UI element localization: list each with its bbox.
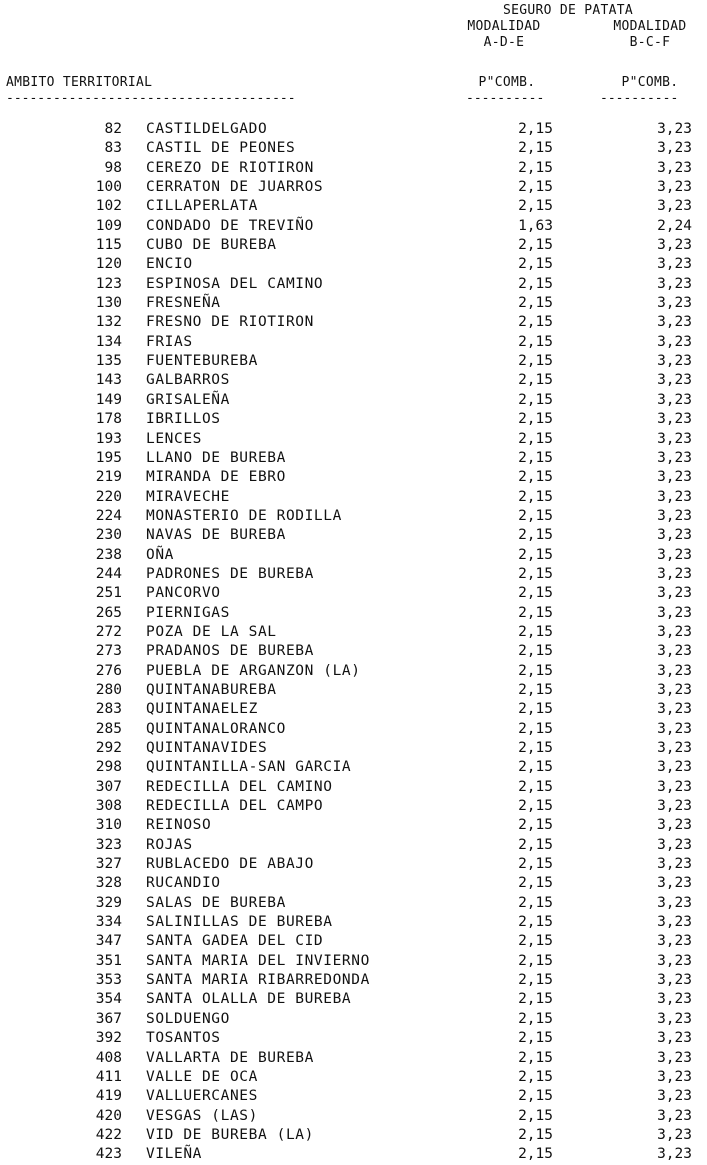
row-price-ade: 2,15	[518, 1030, 553, 1047]
row-code: 224	[95, 507, 122, 524]
row-price-bcf: 3,23	[657, 295, 692, 312]
table-row	[0, 913, 707, 932]
row-price-ade: 2,15	[518, 623, 553, 640]
table-row	[0, 642, 707, 661]
row-price-ade: 2,15	[518, 275, 553, 292]
table-row	[0, 894, 707, 913]
row-price-ade: 2,15	[518, 933, 553, 950]
row-municipality-name: ESPINOSA DEL CAMINO	[146, 275, 324, 292]
row-code: 307	[95, 778, 122, 795]
row-code: 285	[95, 720, 122, 737]
row-municipality-name: NAVAS DE BUREBA	[146, 527, 286, 544]
table-row	[0, 739, 707, 758]
table-row	[0, 604, 707, 623]
table-row	[0, 778, 707, 797]
table-row	[0, 371, 707, 390]
row-municipality-name: FRIAS	[146, 333, 193, 350]
row-price-bcf: 3,23	[657, 1126, 692, 1143]
row-price-bcf: 3,23	[657, 391, 692, 408]
row-code: 102	[95, 198, 122, 215]
table-row	[0, 1010, 707, 1029]
row-price-bcf: 3,23	[657, 817, 692, 834]
row-price-ade: 2,15	[518, 391, 553, 408]
table-row	[0, 449, 707, 468]
table-row	[0, 623, 707, 642]
row-price-bcf: 3,23	[657, 411, 692, 428]
row-price-ade: 2,15	[518, 469, 553, 486]
row-price-ade: 2,15	[518, 140, 553, 157]
row-code: 98	[104, 159, 122, 176]
table-row	[0, 1126, 707, 1145]
row-municipality-name: VILEÑA	[146, 1146, 202, 1163]
row-municipality-name: QUINTANABUREBA	[146, 681, 277, 698]
row-price-bcf: 3,23	[657, 198, 692, 215]
row-code: 328	[95, 875, 122, 892]
row-price-bcf: 3,23	[657, 643, 692, 660]
row-price-bcf: 3,23	[657, 856, 692, 873]
row-municipality-name: SANTA OLALLA DE BUREBA	[146, 991, 352, 1008]
row-price-ade: 2,15	[518, 798, 553, 815]
table-row	[0, 758, 707, 777]
row-price-bcf: 3,23	[657, 1030, 692, 1047]
row-price-bcf: 3,23	[657, 894, 692, 911]
row-code: 82	[104, 121, 122, 137]
row-code: 115	[95, 237, 122, 254]
row-price-ade: 2,15	[518, 295, 553, 312]
row-price-ade: 2,15	[518, 817, 553, 834]
row-code: 273	[95, 643, 122, 660]
row-price-ade: 2,15	[518, 759, 553, 776]
row-municipality-name: MIRANDA DE EBRO	[146, 469, 286, 486]
row-code: 135	[95, 353, 122, 370]
row-code: 143	[95, 372, 122, 389]
row-price-ade: 2,15	[518, 991, 553, 1008]
row-price-ade: 2,15	[518, 449, 553, 466]
col1-modality-codes: A-D-E	[483, 35, 525, 50]
row-municipality-name: MIRAVECHE	[146, 488, 230, 505]
row-code: 310	[95, 817, 122, 834]
row-price-bcf: 3,23	[657, 469, 692, 486]
row-price-ade: 2,15	[518, 565, 553, 582]
row-price-ade: 2,15	[518, 1088, 553, 1105]
table-row	[0, 488, 707, 507]
row-price-bcf: 3,23	[657, 1010, 692, 1027]
row-municipality-name: OÑA	[146, 546, 174, 563]
table-row	[0, 952, 707, 971]
row-price-ade: 2,15	[518, 1107, 553, 1124]
table-row	[0, 816, 707, 835]
row-municipality-name: PIERNIGAS	[146, 604, 230, 621]
col2-modality-codes: B-C-F	[629, 35, 671, 50]
row-municipality-name: SANTA MARIA RIBARREDONDA	[146, 972, 370, 989]
row-price-bcf: 3,23	[657, 565, 692, 582]
row-municipality-name: QUINTANILLA-SAN GARCIA	[146, 759, 352, 776]
row-code: 109	[95, 217, 122, 234]
row-price-ade: 2,15	[518, 314, 553, 331]
table-row	[0, 217, 707, 236]
row-code: 130	[95, 295, 122, 312]
row-price-bcf: 3,23	[657, 527, 692, 544]
row-code: 230	[95, 527, 122, 544]
row-code: 265	[95, 604, 122, 621]
row-price-bcf: 3,23	[657, 972, 692, 989]
row-municipality-name: POZA DE LA SAL	[146, 623, 277, 640]
territory-header-rule: -------------------------------------	[6, 92, 296, 106]
row-price-bcf: 3,23	[657, 256, 692, 273]
row-price-ade: 2,15	[518, 333, 553, 350]
row-price-ade: 2,15	[518, 527, 553, 544]
row-code: 323	[95, 836, 122, 853]
row-municipality-name: GALBARROS	[146, 372, 230, 389]
table-row	[0, 1029, 707, 1048]
row-price-bcf: 3,23	[657, 372, 692, 389]
row-municipality-name: VID DE BUREBA (LA)	[146, 1126, 314, 1143]
table-row	[0, 700, 707, 719]
row-municipality-name: QUINTANAELEZ	[146, 701, 258, 718]
row-code: 334	[95, 914, 122, 931]
row-price-bcf: 3,23	[657, 449, 692, 466]
table-row	[0, 797, 707, 816]
table-row	[0, 120, 707, 139]
row-price-bcf: 3,23	[657, 759, 692, 776]
row-price-bcf: 3,23	[657, 740, 692, 756]
row-code: 120	[95, 256, 122, 273]
row-price-ade: 2,15	[518, 507, 553, 524]
row-price-bcf: 3,23	[657, 159, 692, 176]
row-price-bcf: 3,23	[657, 778, 692, 795]
row-price-bcf: 3,23	[657, 1068, 692, 1085]
row-price-bcf: 3,23	[657, 585, 692, 602]
table-row	[0, 410, 707, 429]
row-municipality-name: QUINTANALORANCO	[146, 720, 286, 737]
table-row	[0, 468, 707, 487]
row-price-ade: 2,15	[518, 643, 553, 660]
table-row	[0, 139, 707, 158]
row-municipality-name: VALLARTA DE BUREBA	[146, 1049, 314, 1066]
row-municipality-name: REDECILLA DEL CAMINO	[146, 778, 333, 795]
row-price-ade: 2,15	[518, 430, 553, 447]
row-price-bcf: 3,23	[657, 836, 692, 853]
row-municipality-name: CERRATON DE JUARROS	[146, 179, 324, 196]
table-row	[0, 1145, 707, 1164]
row-code: 420	[95, 1107, 122, 1124]
row-price-ade: 2,15	[518, 585, 553, 602]
territory-table-body	[0, 120, 707, 1165]
row-price-bcf: 3,23	[657, 720, 692, 737]
row-code: 238	[95, 546, 122, 563]
row-code: 219	[95, 469, 122, 486]
row-price-bcf: 3,23	[657, 798, 692, 815]
row-price-bcf: 3,23	[657, 1088, 692, 1105]
row-code: 329	[95, 894, 122, 911]
row-municipality-name: PRADANOS DE BUREBA	[146, 643, 314, 660]
row-municipality-name: CILLAPERLATA	[146, 198, 258, 215]
row-price-bcf: 3,23	[657, 237, 692, 254]
row-code: 408	[95, 1049, 122, 1066]
territory-column-header: AMBITO TERRITORIAL	[6, 75, 153, 90]
row-municipality-name: FUENTEBUREBA	[146, 353, 258, 370]
row-price-bcf: 3,23	[657, 507, 692, 524]
row-price-ade: 2,15	[518, 856, 553, 873]
row-code: 354	[95, 991, 122, 1008]
row-code: 123	[95, 275, 122, 292]
table-row	[0, 1068, 707, 1087]
table-row	[0, 584, 707, 603]
table-row	[0, 1107, 707, 1126]
table-row	[0, 507, 707, 526]
row-code: 193	[95, 430, 122, 447]
row-price-ade: 2,15	[518, 1010, 553, 1027]
row-price-bcf: 3,23	[657, 430, 692, 447]
table-row	[0, 874, 707, 893]
row-municipality-name: TOSANTOS	[146, 1030, 221, 1047]
row-code: 283	[95, 701, 122, 718]
row-code: 251	[95, 585, 122, 602]
row-price-ade: 2,15	[518, 546, 553, 563]
row-price-bcf: 3,23	[657, 314, 692, 331]
table-row	[0, 275, 707, 294]
table-row	[0, 1049, 707, 1068]
row-municipality-name: RUCANDIO	[146, 875, 221, 892]
table-row	[0, 236, 707, 255]
row-code: 292	[95, 740, 122, 756]
row-municipality-name: FRESNEÑA	[146, 295, 221, 312]
row-price-ade: 2,15	[518, 720, 553, 737]
row-code: 220	[95, 488, 122, 505]
table-row	[0, 836, 707, 855]
row-price-bcf: 3,23	[657, 933, 692, 950]
row-price-bcf: 3,23	[657, 1049, 692, 1066]
row-price-ade: 2,15	[518, 1126, 553, 1143]
row-municipality-name: PANCORVO	[146, 585, 221, 602]
row-municipality-name: CASTILDELGADO	[146, 121, 268, 137]
row-code: 276	[95, 662, 122, 679]
row-price-bcf: 3,23	[657, 681, 692, 698]
row-price-bcf: 3,23	[657, 991, 692, 1008]
row-code: 392	[95, 1030, 122, 1047]
row-price-ade: 2,15	[518, 159, 553, 176]
row-price-ade: 2,15	[518, 914, 553, 931]
row-municipality-name: PUEBLA DE ARGANZON (LA)	[146, 662, 361, 679]
row-price-ade: 2,15	[518, 875, 553, 892]
table-row	[0, 430, 707, 449]
row-price-bcf: 3,23	[657, 353, 692, 370]
table-row	[0, 855, 707, 874]
col2-price-header: P"COMB.	[621, 75, 679, 90]
row-price-ade: 2,15	[518, 198, 553, 215]
row-code: 367	[95, 1010, 122, 1027]
table-row	[0, 294, 707, 313]
row-price-ade: 2,15	[518, 237, 553, 254]
table-row	[0, 681, 707, 700]
row-code: 83	[104, 140, 122, 157]
row-municipality-name: FRESNO DE RIOTIRON	[146, 314, 314, 331]
row-code: 327	[95, 856, 122, 873]
row-municipality-name: IBRILLOS	[146, 411, 221, 428]
row-municipality-name: ENCIO	[146, 256, 193, 273]
row-price-bcf: 3,23	[657, 140, 692, 157]
row-price-bcf: 3,23	[657, 488, 692, 505]
table-row	[0, 333, 707, 352]
row-price-bcf: 3,23	[657, 1146, 692, 1163]
table-row	[0, 313, 707, 332]
row-price-bcf: 2,24	[657, 217, 692, 234]
table-row	[0, 159, 707, 178]
table-row	[0, 546, 707, 565]
row-code: 419	[95, 1088, 122, 1105]
row-municipality-name: QUINTANAVIDES	[146, 740, 268, 756]
table-row	[0, 352, 707, 371]
row-municipality-name: VALLUERCANES	[146, 1088, 258, 1105]
row-municipality-name: MONASTERIO DE RODILLA	[146, 507, 342, 524]
row-price-bcf: 3,23	[657, 275, 692, 292]
row-price-ade: 2,15	[518, 662, 553, 679]
row-price-ade: 2,15	[518, 488, 553, 505]
row-price-ade: 2,15	[518, 681, 553, 698]
row-price-ade: 2,15	[518, 1068, 553, 1085]
row-municipality-name: LENCES	[146, 430, 202, 447]
row-price-ade: 2,15	[518, 372, 553, 389]
row-price-ade: 2,15	[518, 952, 553, 969]
row-code: 195	[95, 449, 122, 466]
row-municipality-name: SALAS DE BUREBA	[146, 894, 286, 911]
row-municipality-name: RUBLACEDO DE ABAJO	[146, 856, 314, 873]
row-municipality-name: GRISALEÑA	[146, 391, 230, 408]
row-price-ade: 2,15	[518, 894, 553, 911]
row-code: 411	[95, 1068, 122, 1085]
row-price-bcf: 3,23	[657, 333, 692, 350]
row-municipality-name: PADRONES DE BUREBA	[146, 565, 314, 582]
row-code: 178	[95, 411, 122, 428]
row-municipality-name: CONDADO DE TREVIÑO	[146, 217, 314, 234]
row-municipality-name: SANTA MARIA DEL INVIERNO	[146, 952, 370, 969]
row-code: 298	[95, 759, 122, 776]
row-code: 422	[95, 1126, 122, 1143]
row-municipality-name: CASTIL DE PEONES	[146, 140, 296, 157]
row-code: 272	[95, 623, 122, 640]
table-row	[0, 178, 707, 197]
row-price-ade: 2,15	[518, 256, 553, 273]
table-row	[0, 932, 707, 951]
col1-modality-label: MODALIDAD	[467, 19, 541, 34]
row-code: 149	[95, 391, 122, 408]
table-row	[0, 565, 707, 584]
row-code: 100	[95, 179, 122, 196]
row-price-ade: 2,15	[518, 121, 553, 137]
row-code: 423	[95, 1146, 122, 1163]
row-code: 308	[95, 798, 122, 815]
col2-modality-label: MODALIDAD	[613, 19, 687, 34]
row-price-ade: 2,15	[518, 604, 553, 621]
row-municipality-name: CEREZO DE RIOTIRON	[146, 159, 314, 176]
row-price-ade: 2,15	[518, 1146, 553, 1163]
row-municipality-name: CUBO DE BUREBA	[146, 237, 277, 254]
row-price-ade: 2,15	[518, 1049, 553, 1066]
row-code: 280	[95, 681, 122, 698]
row-price-bcf: 3,23	[657, 914, 692, 931]
table-row	[0, 197, 707, 216]
row-municipality-name: SALINILLAS DE BUREBA	[146, 914, 333, 931]
row-price-ade: 2,15	[518, 411, 553, 428]
table-row	[0, 720, 707, 739]
row-price-bcf: 3,23	[657, 179, 692, 196]
col1-price-header: P"COMB.	[478, 75, 536, 90]
row-municipality-name: SANTA GADEA DEL CID	[146, 933, 324, 950]
row-municipality-name: SOLDUENGO	[146, 1010, 230, 1027]
row-price-ade: 1,63	[518, 217, 553, 234]
row-price-ade: 2,15	[518, 778, 553, 795]
row-municipality-name: LLANO DE BUREBA	[146, 449, 286, 466]
row-price-ade: 2,15	[518, 836, 553, 853]
row-code: 347	[95, 933, 122, 950]
row-price-bcf: 3,23	[657, 875, 692, 892]
col2-header-rule: ----------	[600, 92, 679, 106]
row-price-bcf: 3,23	[657, 623, 692, 640]
row-code: 244	[95, 565, 122, 582]
row-municipality-name: VALLE DE OCA	[146, 1068, 258, 1085]
table-row	[0, 971, 707, 990]
table-row	[0, 391, 707, 410]
row-municipality-name: VESGAS (LAS)	[146, 1107, 258, 1124]
row-code: 132	[95, 314, 122, 331]
row-code: 353	[95, 972, 122, 989]
row-price-ade: 2,15	[518, 740, 553, 756]
table-row	[0, 662, 707, 681]
row-municipality-name: REINOSO	[146, 817, 212, 834]
row-price-ade: 2,15	[518, 179, 553, 196]
row-municipality-name: REDECILLA DEL CAMPO	[146, 798, 324, 815]
table-row	[0, 990, 707, 1009]
row-price-bcf: 3,23	[657, 604, 692, 621]
table-row	[0, 1087, 707, 1106]
table-main-title: SEGURO DE PATATA	[502, 3, 634, 18]
row-price-bcf: 3,23	[657, 546, 692, 563]
row-price-bcf: 3,23	[657, 952, 692, 969]
col1-header-rule: ----------	[466, 92, 545, 106]
row-price-bcf: 3,23	[657, 662, 692, 679]
table-row	[0, 255, 707, 274]
row-code: 134	[95, 333, 122, 350]
row-municipality-name: ROJAS	[146, 836, 193, 853]
row-price-ade: 2,15	[518, 353, 553, 370]
row-price-bcf: 3,23	[657, 1107, 692, 1124]
row-price-ade: 2,15	[518, 701, 553, 718]
table-row	[0, 526, 707, 545]
row-price-ade: 2,15	[518, 972, 553, 989]
row-code: 351	[95, 952, 122, 969]
row-price-bcf: 3,23	[657, 121, 692, 137]
row-price-bcf: 3,23	[657, 701, 692, 718]
